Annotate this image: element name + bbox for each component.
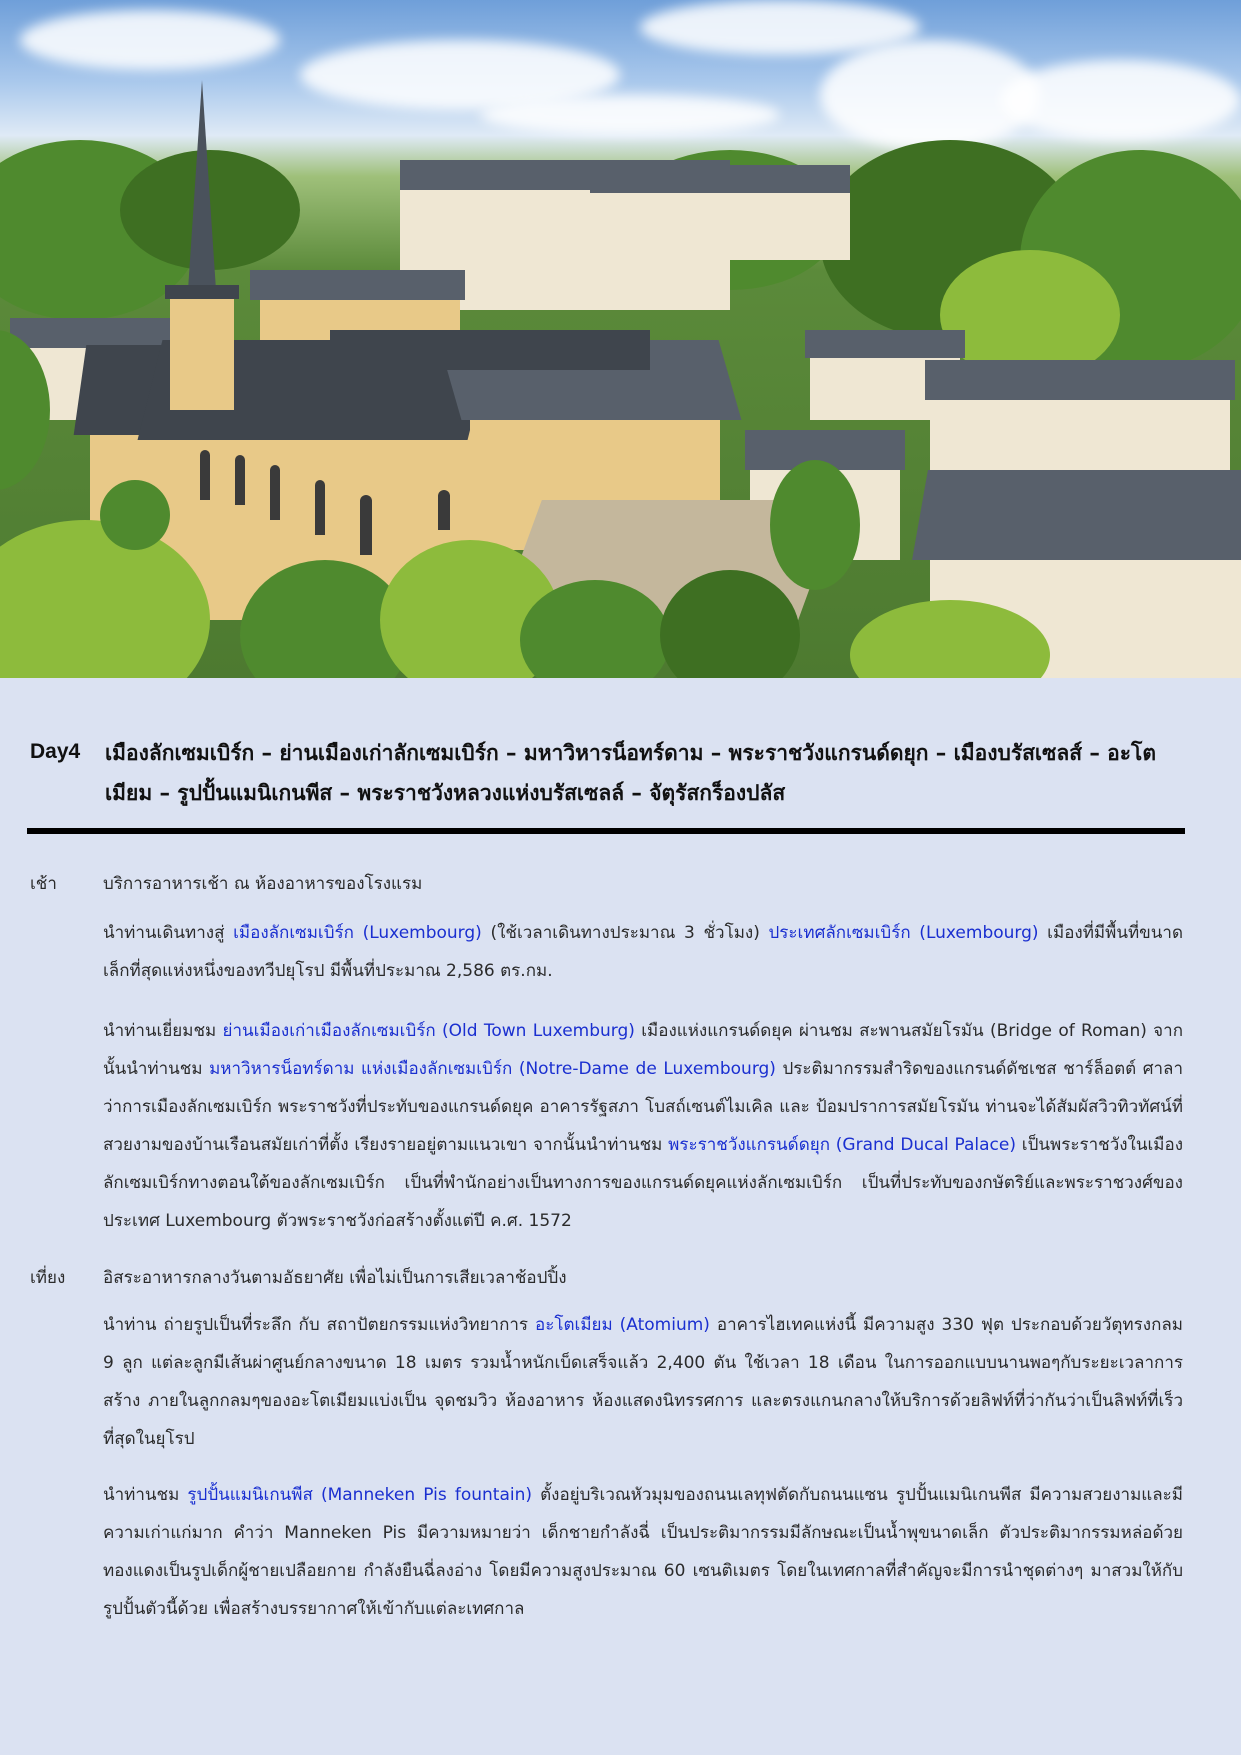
para3-highlight-atomium: อะโตเมียม (Atomium): [535, 1315, 710, 1335]
para2-text-b: เมืองแห่งแกรนด์ดยุค ผ่านชม สะพานสมัยโรมัน (Bridge of Roman) จากนั้นนำท่านชม: [103, 1021, 1183, 1079]
paragraph-manneken-pis: [103, 1476, 1183, 1628]
hero-photo-luxembourg-old-town: [0, 0, 1241, 678]
para3-text-b: อาคารไฮเทคแห่งนี้ มีความสูง 330 ฟุต ประกอบด้วยวัตุทรงกลม 9 ลูก แต่ละลูกมีเส้นผ่าศูนย์กลางขนาด 18 เมตร รวมน้ำหนักเบ็ดเสร็จแล้ว 2,400 ตัน ใช้เวลา 18 เดือน ในการออกแบบนานพอๆกับระยะเวลาการสร้าง ภายในลูกกลมๆของอะโตเมียมแบ่งเป็น จุดชมวิว ห้องอาหาร ห้องแสดงนิทรรศการ และตรงแกนกลางให้บริการด้วยลิฟท์ที่ว่ากันว่าเป็นลิฟท์ที่เร็วที่สุดในยุโรป: [103, 1315, 1183, 1449]
para2-text-d: เป็นพระราชวังในเมืองลักเซมเบิร์กทางตอนใต้ของลักเซมเบิร์ก เป็นที่พำนักอย่างเป็นทางการของแกรนด์ดยุคแห่งลักเซมเบิร์ก เป็นที่ประทับของกษัตริย์และพระราชวงศ์ของประเทศ Luxembourg ตัวพระราชวังก่อสร้างตั้งแต่ปี ค.ศ. 1572: [103, 1135, 1183, 1231]
para2-highlight-notre-dame: มหาวิหารน็อทร์ดาม แห่งเมืองลักเซมเบิร์ก (Notre-Dame de Luxembourg): [209, 1059, 776, 1079]
para4-highlight-manneken-pis: รูปปั้นแมนิเกนพีส (Manneken Pis fountain): [187, 1485, 532, 1505]
paragraph-atomium: [103, 1306, 1183, 1458]
paragraph-old-town: [103, 1012, 1183, 1240]
para1-text-a: นำท่านเดินทางสู่: [103, 923, 234, 943]
para2-highlight-old-town: ย่านเมืองเก่าเมืองลักเซมเบิร์ก (Old Town Luxemburg): [222, 1021, 635, 1041]
para3-text-a: นำท่าน ถ่ายรูปเป็นที่ระลึก กับ สถาปัตยกรรมแห่งวิทยาการ: [103, 1315, 535, 1335]
header-divider: [27, 828, 1185, 834]
para2-highlight-grand-ducal-palace: พระราชวังแกรนด์ดยุก (Grand Ducal Palace): [668, 1135, 1016, 1155]
noon-label: เที่ยง: [30, 1268, 66, 1288]
noon-text: อิสระอาหารกลางวันตามอัธยาศัย เพื่อไม่เป็นการเสียเวลาช้อปปิ้ง: [103, 1268, 567, 1288]
para4-text-a: นำท่านชม: [103, 1485, 188, 1505]
morning-label: เช้า: [30, 874, 57, 894]
para2-text-a: นำท่านเยี่ยมชม: [103, 1021, 223, 1041]
para1-text-c: เมืองที่มีพื้นที่ขนาดเล็กที่สุดแห่งหนึ่งของทวีปยุโรป มีพื้นที่ประมาณ 2,586 ตร.กม.: [103, 923, 1183, 981]
para2-text-c: ประติมากรรมสำริดของแกรนด์ดัชเชส ชาร์ล็อตต์ ศาลาว่าการเมืองลักเซมเบิร์ก พระราชวังที่ประทับของแกรนด์ดยุค อาคารรัฐสภา โบสถ์เซนต์ไมเคิล และ ป้อมปราการสมัยโรมัน ท่านจะได้สัมผัสวิวทิวทัศน์ที่สวยงามของบ้านเรือนสมัยเก่าที่ตั้ง เรียงรายอยู่ตามแนวเขา จากนั้นนำท่านชม: [103, 1059, 1184, 1155]
para1-highlight-city: เมืองลักเซมเบิร์ก (Luxembourg): [233, 923, 482, 943]
para1-text-b: (ใช้เวลาเดินทางประมาณ 3 ชั่วโมง): [481, 923, 769, 943]
para1-highlight-country: ประเทศลักเซมเบิร์ก (Luxembourg): [768, 923, 1039, 943]
itinerary-content: [0, 678, 1241, 1755]
day-label: Day4: [30, 740, 81, 763]
paragraph-luxembourg-city: [103, 914, 1183, 990]
morning-text: บริการอาหารเช้า ณ ห้องอาหารของโรงแรม: [103, 874, 423, 894]
day-title: เมืองลักเซมเบิร์ก – ย่านเมืองเก่าลักเซมเบิร์ก – มหาวิหารน็อทร์ดาม – พระราชวังแกรนด์ดยุก – เมืองบรัสเซลส์ – อะโตเมียม – รูปปั้นแมนิเกนพีส – พระราชวังหลวงแห่งบรัสเซลล์ – จัตุรัสกร็องปลัส: [105, 741, 1156, 805]
para4-text-b: ตั้งอยู่บริเวณหัวมุมของถนนเลทุฟตัดกับถนนแซน รูปปั้นแมนิเกนพีส มีความสวยงามและมีความเก่าแก่มาก คำว่า Manneken Pis มีความหมายว่า เด็กชายกำลังฉี่ เป็นประติมากรรมมีลักษณะเป็นน้ำพุขนาดเล็ก ตัวประติมากรรมหล่อด้วยทองแดงเป็นรูปเด็กผู้ชายเปลือยกาย กำลังยืนฉี่ลงอ่าง โดยมีความสูงประมาณ 60 เซนติเมตร โดยในเทศกาลที่สำคัญจะมีการนำชุดต่างๆ มาสวมให้กับรูปปั้นตัวนี้ด้วย เพื่อสร้างบรรยากาศให้เข้ากับแต่ละเทศกาล: [103, 1485, 1183, 1619]
